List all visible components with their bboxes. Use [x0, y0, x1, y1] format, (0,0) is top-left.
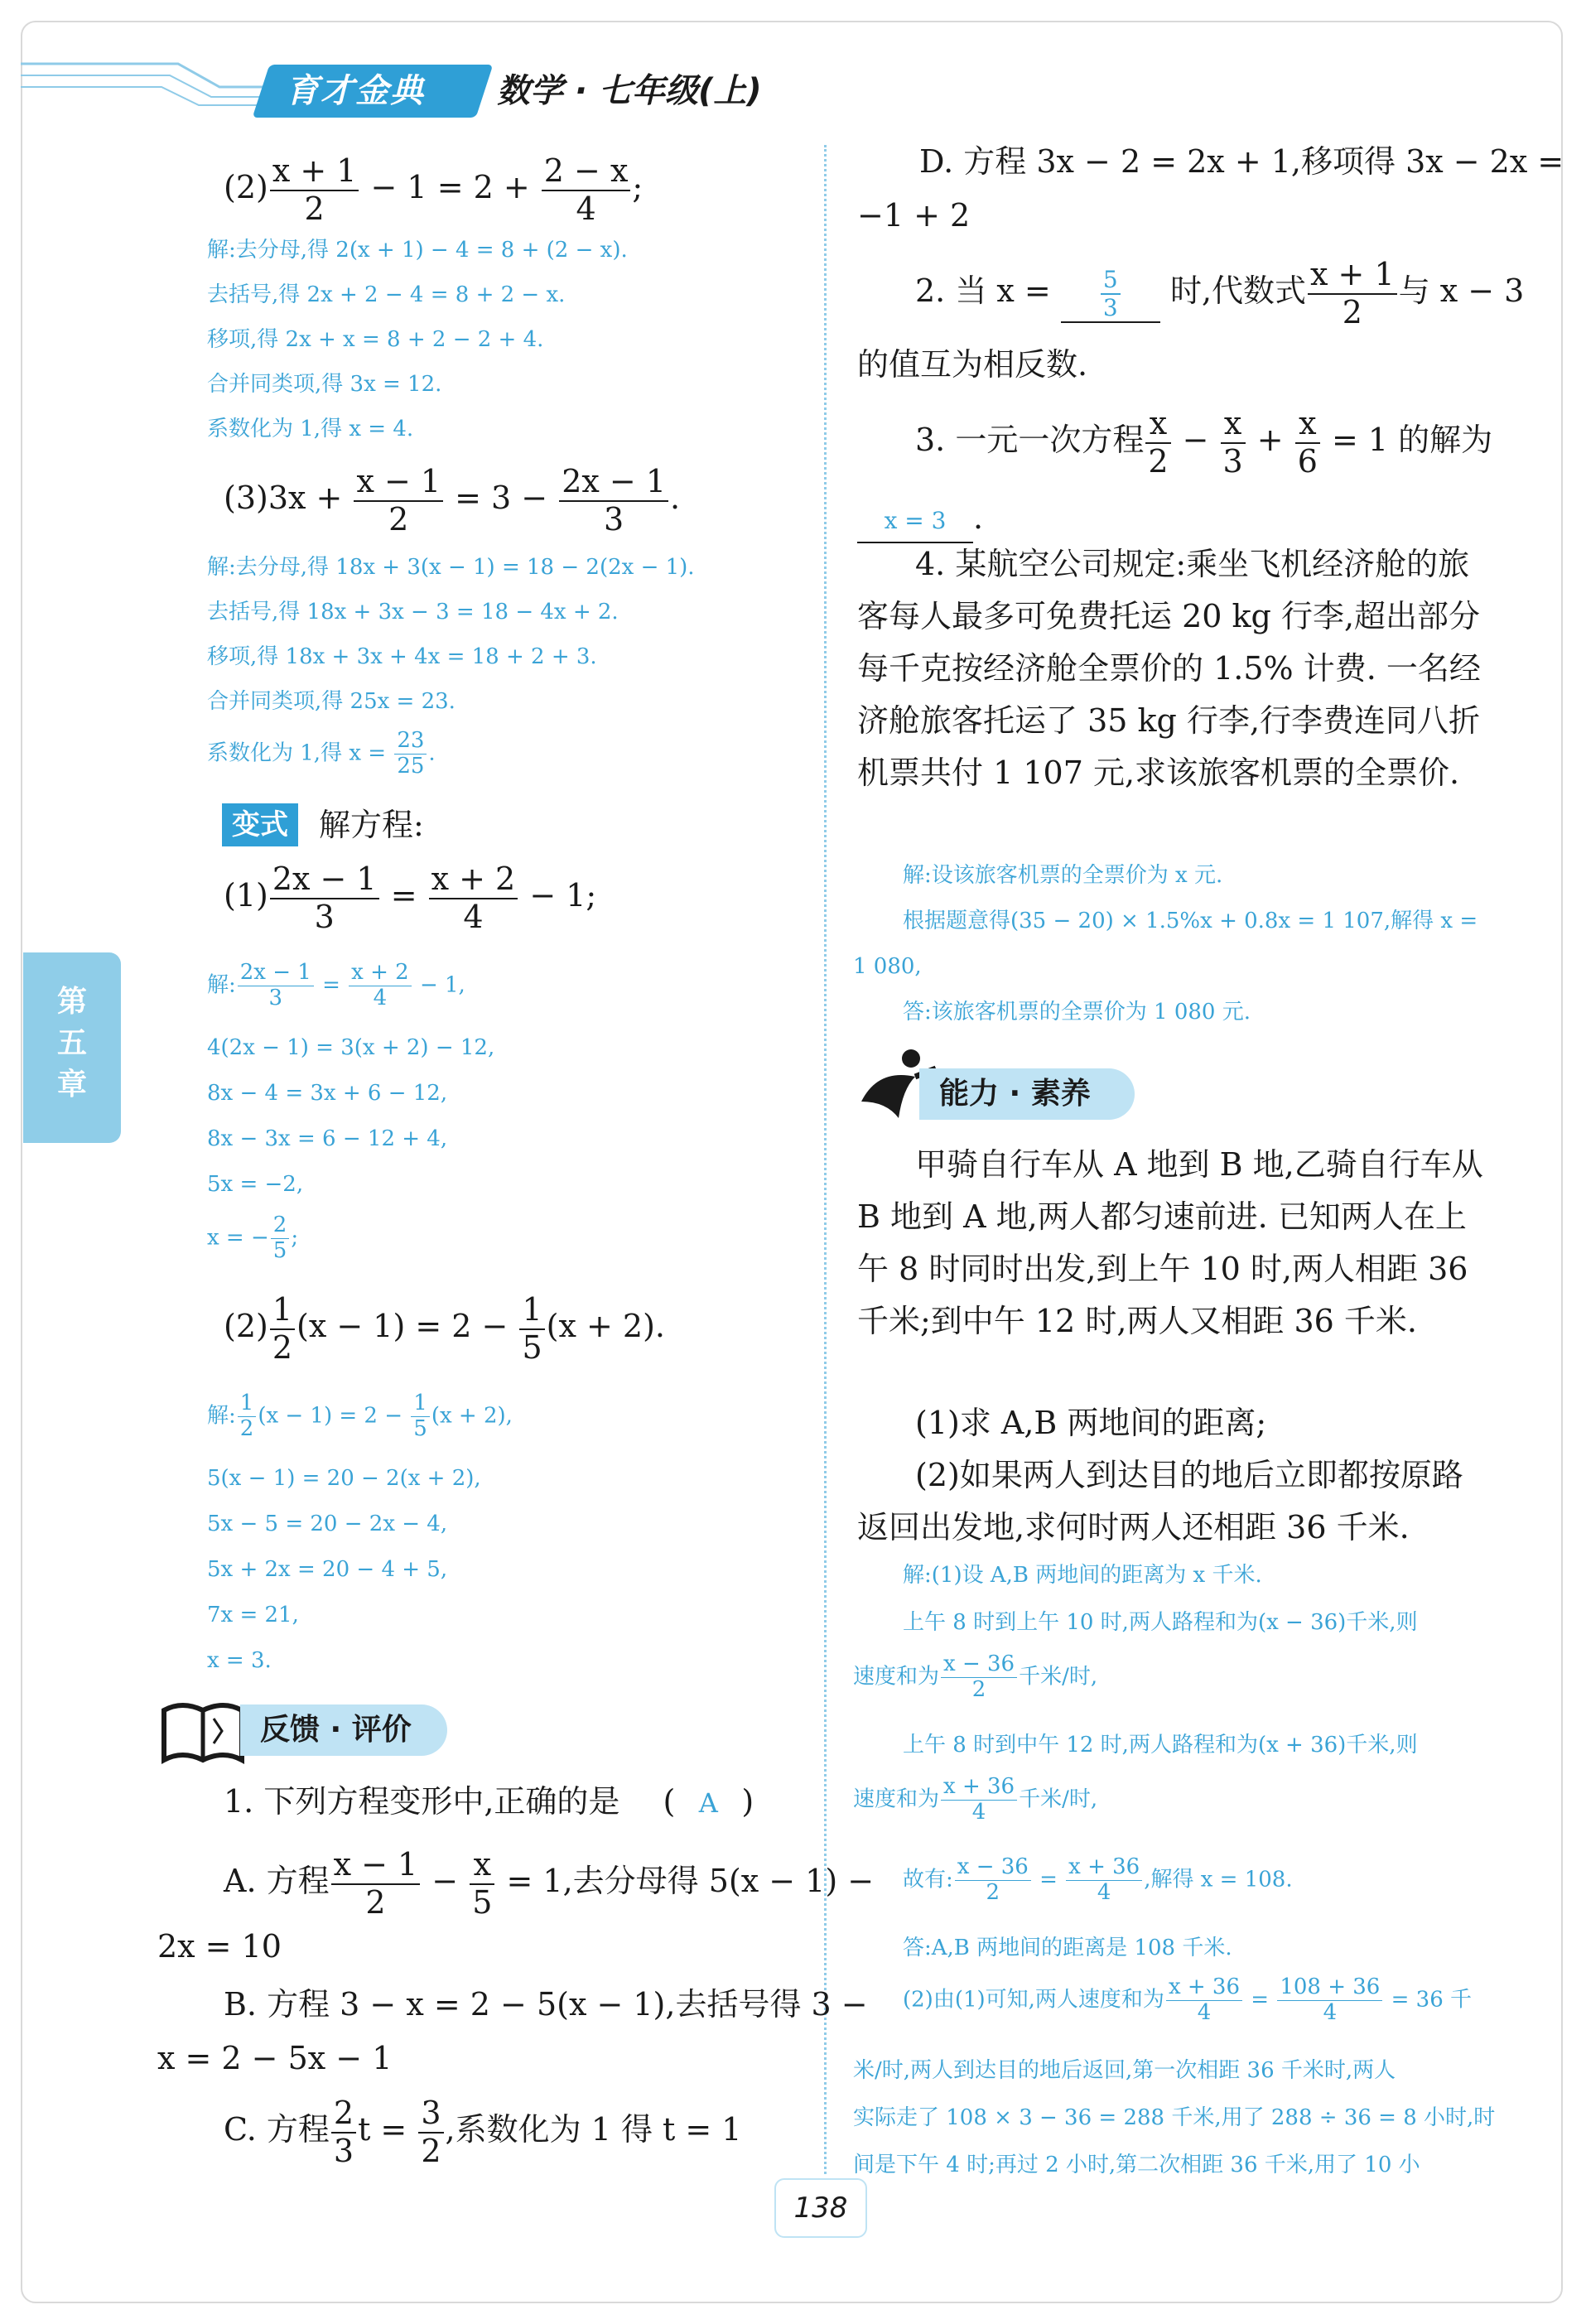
problem-part-2: (2)如果两人到达目的地后立即都按原路返回出发地,求何时两人还相距 36 千米. [857, 1457, 1463, 1545]
answer-line: 5x + 2x = 20 − 4 + 5, [207, 1557, 448, 1582]
header-decor-lines [21, 54, 269, 112]
question-2: (2) $\frac{x + 1}{2}$ − 1 = 2 + $\frac{2 - x}{4}$ ; [224, 152, 644, 227]
answer-line: 移项,得 2x + x = 8 + 2 − 2 + 4. [207, 327, 544, 352]
answer-line: 1 080, [853, 954, 922, 979]
question-4-text: 4. 某航空公司规定:乘坐飞机经济舱的旅客每人最多可免费托运 20 kg 行李,超出部分每千克按经济舱全票价的 1.5% 计费. 一名经济舱旅客托运了 35 kg 行李,行李费连同八折机票共付 1 107 元,求该旅客机票的全票价. [857, 546, 1481, 791]
solution-line: 速度和为 $\frac{x + 36}{4}$ 千米/时, [853, 1774, 1098, 1825]
option-d: D. 方程 3x − 2 = 2x + 1,移项得 3x − 2x = [919, 143, 1564, 180]
problem-text: 甲骑自行车从 A 地到 B 地,乙骑自行车从 B 地到 A 地,两人都匀速前进. 已知两人在上午 8 时同时出发,到上午 10 时,两人相距 36 千米;到中午 12 时,两人又相距 36 千米. [857, 1146, 1483, 1339]
variant-question-1: (1) $\frac{2x - 1}{3}$ = $\frac{x + 2}{4}$ − 1; [224, 861, 597, 935]
answer-line: 根据题意得(35 − 20) × 1.5%x + 0.8x = 1 107,解得 x = [903, 909, 1478, 933]
answer-line: 解: $\frac{2x - 1}{3}$ = $\frac{x + 2}{4}$ − 1, [207, 960, 465, 1010]
solution-line: (2)由(1)可知,两人速度和为 $\frac{x + 36}{4}$ = $\frac{108 + 36}{4}$ = 36 千 [903, 1974, 1473, 2025]
option-b: B. 方程 3 − x = 2 − 5(x − 1),去括号得 3 − [224, 1986, 868, 2023]
option-c: C. 方程 $\frac{2}{3}$ t = $\frac{3}{2}$ ,系数化为 1 得 t = 1 [224, 2095, 742, 2169]
answer-line: 去括号,得 18x + 3x − 3 = 18 − 4x + 2. [207, 600, 619, 624]
answer-line: 合并同类项,得 3x = 12. [207, 372, 442, 397]
solution-line: 上午 8 时到上午 10 时,两人路程和为(x − 36)千米,则 [903, 1610, 1418, 1635]
option-b-cont: x = 2 − 5x − 1 [157, 2040, 393, 2076]
solution-line: 速度和为 $\frac{x - 36}{2}$ 千米/时, [853, 1651, 1098, 1702]
solution-line: 实际走了 108 × 3 − 36 = 288 千米,用了 288 ÷ 36 = 8 小时,时 [853, 2105, 1496, 2130]
answer-line: 解: $\frac{1}{2}$ (x − 1) = 2 − $\frac{1}{5}$ (x + 2), [207, 1391, 513, 1441]
question-2-right: 2. 当 x = $\frac{5}{3}$ 时,代数式 $\frac{x + 1}{2}$ 与 x − 3 [915, 256, 1525, 330]
answer-line: x = 3. [207, 1648, 272, 1673]
question-3-right: 3. 一元一次方程 $\frac{x}{2}$ − $\frac{x}{3}$ + $\frac{x}{6}$ = 1 的解为 [915, 405, 1493, 480]
solution-line: 答:A,B 两地间的距离是 108 千米. [903, 1936, 1232, 1960]
solution-line: 上午 8 时到中午 12 时,两人路程和为(x + 36)千米,则 [903, 1733, 1418, 1757]
question-2-right-cont: 的值互为相反数. [857, 346, 1088, 383]
question-3: (3)3x + $\frac{x - 1}{2}$ = 3 − $\frac{2x - 1}{3}$ . [224, 463, 681, 538]
variant-question-2: (2) $\frac{1}{2}$ (x − 1) = 2 − $\frac{1}{5}$ (x + 2). [224, 1291, 665, 1366]
header-brand: 育才金典 [286, 72, 425, 110]
chapter-tab-label: 第五章 [56, 985, 87, 1102]
answer-line: 去括号,得 2x + 2 − 4 = 8 + 2 − x. [207, 282, 566, 307]
answer-line: 合并同类项,得 25x = 23. [207, 689, 456, 714]
answer-line: 系数化为 1,得 x = $\frac{23}{25}$ . [207, 728, 436, 779]
answer-line: 系数化为 1,得 x = 4. [207, 417, 414, 441]
answer-line: 5x = −2, [207, 1172, 304, 1197]
answer-line: 7x = 21, [207, 1603, 299, 1627]
ability-section-title: 能力 · 素养 [919, 1068, 1135, 1120]
solution-line: 间是下午 4 时;再过 2 小时,第二次相距 36 千米,用了 10 小 [853, 2153, 1420, 2177]
mc-question-1: 1. 下列方程变形中,正确的是 ( A ) [224, 1781, 754, 1824]
question-3-right-answer: x = 3 . [857, 497, 983, 543]
answer-line: x = − $\frac{2}{5}$ ; [207, 1213, 299, 1263]
answer-line: 解:去分母,得 2(x + 1) − 4 = 8 + (2 − x). [207, 238, 628, 263]
problem-part-1: (1)求 A,B 两地间的距离; [915, 1405, 1267, 1441]
option-a: A. 方程 $\frac{x - 1}{2}$ − $\frac{x}{5}$ = 1,去分母得 5(x − 1) − [224, 1846, 875, 1921]
solution-line: 解:(1)设 A,B 两地间的距离为 x 千米. [903, 1563, 1262, 1588]
page-number: 138 [774, 2178, 867, 2238]
solution-line: 故有: $\frac{x - 36}{2}$ = $\frac{x + 36}{4}$ ,解得 x = 108. [903, 1854, 1293, 1905]
answer-line: 8x − 3x = 6 − 12 + 4, [207, 1126, 448, 1151]
answer-line: 4(2x − 1) = 3(x + 2) − 12, [207, 1035, 495, 1060]
feedback-section-title: 反馈 · 评价 [240, 1704, 447, 1756]
variant-badge: 变式 [222, 803, 298, 846]
answer-line: 解:设该旅客机票的全票价为 x 元. [903, 863, 1223, 888]
answer-line: 5x − 5 = 20 − 2x − 4, [207, 1512, 448, 1536]
open-book-icon [157, 1694, 248, 1768]
solution-line: 米/时,两人到达目的地后返回,第一次相距 36 千米时,两人 [853, 2058, 1396, 2083]
variant-title: 解方程: [319, 807, 424, 843]
header-subject: 数学 · 七年级(上) [497, 72, 762, 110]
answer-line: 移项,得 18x + 3x + 4x = 18 + 2 + 3. [207, 644, 597, 669]
option-d-cont: −1 + 2 [857, 197, 971, 234]
answer-line: 答:该旅客机票的全票价为 1 080 元. [903, 1000, 1251, 1025]
answer-line: 8x − 4 = 3x + 6 − 12, [207, 1081, 448, 1106]
answer-line: 5(x − 1) = 20 − 2(x + 2), [207, 1466, 481, 1491]
answer-line: 解:去分母,得 18x + 3(x − 1) = 18 − 2(2x − 1). [207, 555, 695, 580]
option-a-cont: 2x = 10 [157, 1928, 282, 1965]
mc-answer: A [698, 1787, 718, 1819]
